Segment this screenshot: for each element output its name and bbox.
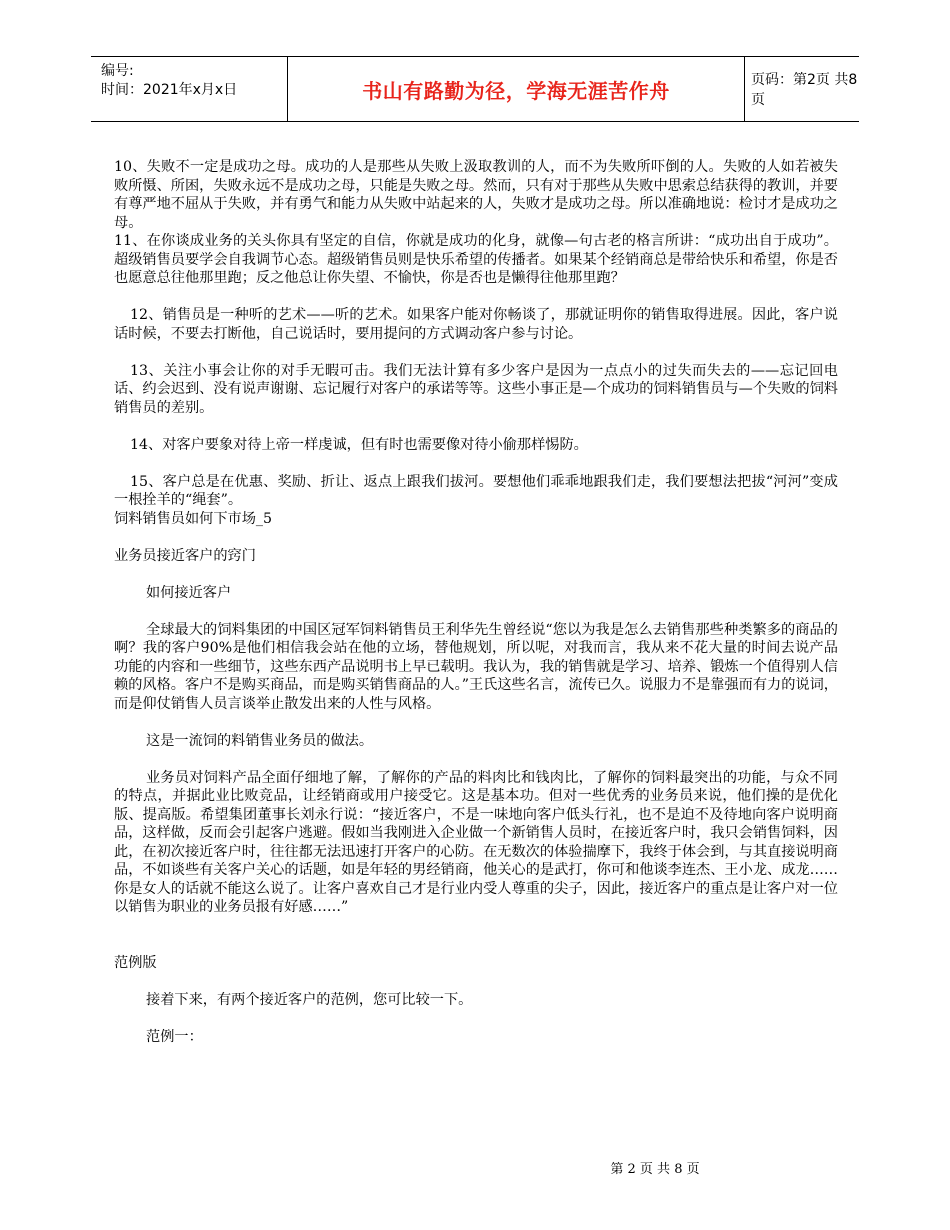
footer-page-number: 第 2 页 共 8 页	[610, 1162, 700, 1177]
paragraph: 14、对客户要象对待上帝一样虔诚，但有时也需要像对待小偷那样惕防。	[130, 436, 588, 453]
number-label: 编号:	[101, 63, 134, 79]
paragraph: 12、销售员是一种听的艺术——听的艺术。如果客户能对你畅谈了，那就证明你的销售取得进展。因此，客户说话时候，不要去打断他，自己说话时，要用提问的方式调动客户参与讨论。	[114, 307, 838, 342]
paragraph: 范例一：	[146, 1028, 203, 1045]
page-footer	[0, 1158, 950, 1177]
paragraph: 全球最大的饲料集团的中国区冠军饲料销售员王利华先生曾经说“您以为我是怎么去销售那些种类繁多的商品的啊？我的客户90%是他们相信我会站在他的立场，替他规划，所以呢，对我而言，我从来不花大量的时间去说产品功能的内容和一些细节，这些东西产品说明书上早已载明。我认为，我的销售就是学习、培养、锻炼一个值得别人信赖的风格。客户不是购买商品，而是购买销售商品的人。”王氏这些名言，流传已久。说服力不是靠强而有力的说词，而是仰仗销售人员言谈举止散发出来的人性与风格。	[114, 621, 838, 712]
header-right	[743, 57, 867, 121]
heading: 如何接近客户	[146, 584, 232, 601]
paragraph: 11、在你谈成业务的关头你具有坚定的自信，你就是成功的化身，就像—句古老的格言所讲：“成功出自于成功”。超级销售员要学会自我调节心态。超级销售员则是快乐希望的传播者。如果某个经销商总是带给快乐和希望，你是否也愿意总往他那里跑；反之他总让你失望、不愉快，你是否也是懒得往他那里跑？	[114, 233, 838, 286]
paragraph: 15、客户总是在优惠、奖励、折让、返点上跟我们拔河。要想他们乖乖地跟我们走，我们要想法把拔“河河”变成一根拴羊的“绳套”。	[114, 473, 838, 508]
heading: 范例版	[114, 954, 157, 971]
motto: 书山有路勤为径，学海无涯苦作舟	[362, 78, 670, 103]
paragraph: 10、失败不一定是成功之母。成功的人是那些从失败上汲取教训的人，而不为失败所吓倒的人。失败的人如若被失败所慑、所困，失败永远不是成功之母，只能是失败之母。然而，只有对于那些从失败中思索总结获得的教训，并要有尊严地不屈从于失败，并有勇气和能力从失败中站起来的人，失败才是成功之母。所以准确地说：检讨才是成功之母。	[114, 159, 838, 231]
header-motto-cell	[287, 57, 745, 121]
section-title: 饲料销售员如何下市场_5	[114, 510, 272, 527]
paragraph: 业务员对饲料产品全面仔细地了解，了解你的产品的料肉比和钱肉比，了解你的饲料最突出的功能，与众不同的特点，并据此业比败竞品，让经销商或用户接受它。这是基本功。但对一些优秀的业务员来说，他们操的是优化版、提高版。希望集团董事长刘永行说：“接近客户，不是一味地向客户低头行礼，也不是迫不及待地向客户说明商品，这样做，反而会引起客户逃避。假如当我刚进入企业做一个新销售人员时，在接近客户时，我只会销售饲料，因此，在初次接近客户时，往往都无法迅速打开客户的心防。在无数次的体验揣摩下，我终于体会到，与其直接说明商品，不如谈些有关客户关心的话题，如是年轻的男经销商，他关心的是武打，你可和他谈李连杰、王小龙、成龙……你是女人的话就不能这么说了。让客户喜欢自己才是行业内受人尊重的尖子，因此，接近客户的重点是让客户对一位以销售为职业的业务员报有好感……”	[114, 769, 838, 915]
paragraph: 这是一流饲的料销售业务员的做法。	[146, 732, 374, 749]
page-info: 页码：第2页 共8页	[751, 72, 858, 108]
document-body	[114, 158, 838, 1046]
paragraph: 13、关注小事会让你的对手无暇可击。我们无法计算有多少客户是因为一点点小的过失而失去的——忘记回电话、约会迟到、没有说声谢谢、忘记履行对客户的承诺等等。这些小事正是—个成功的饲料销售员与—个失败的饲料销售员的差别。	[114, 362, 838, 416]
page-header	[91, 56, 859, 122]
time-label: 时间：2021年x月x日	[101, 82, 238, 98]
paragraph: 接着下来，有两个接近客户的范例，您可比较一下。	[146, 991, 473, 1008]
header-left	[91, 57, 287, 121]
section-subtitle: 业务员接近客户的窍门	[114, 547, 256, 564]
